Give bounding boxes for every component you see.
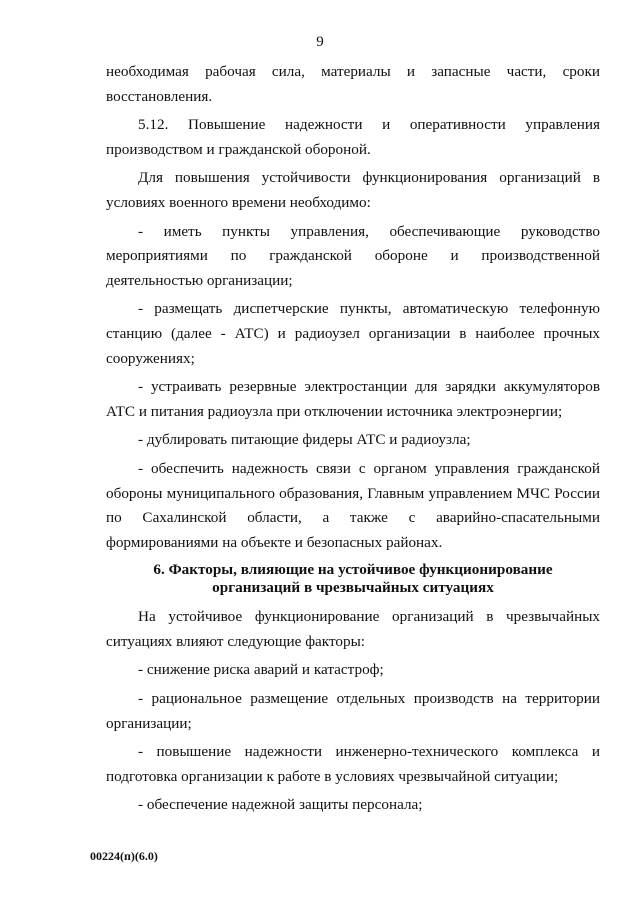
section-6-heading [106, 561, 600, 597]
list-item: - обеспечение надежной защиты персонала; [138, 796, 423, 814]
continuation-paragraph: необходимая рабочая сила, материалы и запасные части, сроки восстановления. [106, 63, 600, 105]
list-item: - рациональное размещение отдельных производств на территории организации; [106, 690, 600, 732]
list-item: - снижение риска аварий и катастроф; [138, 661, 384, 679]
section-6-heading-line-2: организаций в чрезвычайных ситуациях [212, 579, 494, 597]
list-item: - дублировать питающие фидеры АТС и радиоузла; [138, 431, 471, 449]
list-item: - повышение надежности инженерно-технического комплекса и подготовка организации к работе в условиях чрезвычайной ситуации; [106, 743, 600, 785]
section-6-heading-line-1: 6. Факторы, влияющие на устойчивое функционирование [153, 561, 553, 579]
list-item: - размещать диспетчерские пункты, автоматическую телефонную станцию (далее - АТС) и радиоузел организации в наиболее прочных сооружениях; [106, 300, 600, 367]
list-item: - иметь пункты управления, обеспечивающие руководство мероприятиями по гражданской обороне и производственной деятельностью организации; [106, 222, 600, 289]
section-5-12-intro: Для повышения устойчивости функционирования организаций в условиях военного времени необходимо: [106, 169, 600, 211]
document-code: 00224(п)(6.0) [90, 849, 158, 863]
list-item: - обеспечить надежность связи с органом управления гражданской обороны муниципального образования, Главным управлением МЧС России по Сахалинской области, а также с аварийно-спасательными формированиями на объекте и безопасных районах. [106, 459, 600, 551]
section-6-intro: На устойчивое функционирование организаций в чрезвычайных ситуациях влияют следующие факторы: [106, 608, 600, 650]
document-body [106, 60, 600, 822]
section-5-12-title: 5.12. Повышение надежности и оперативности управления производством и гражданской обороной. [106, 116, 600, 158]
list-item: - устраивать резервные электростанции для зарядки аккумуляторов АТС и питания радиоузла при отключении источника электроэнергии; [106, 378, 600, 420]
page-number: 9 [316, 34, 324, 50]
